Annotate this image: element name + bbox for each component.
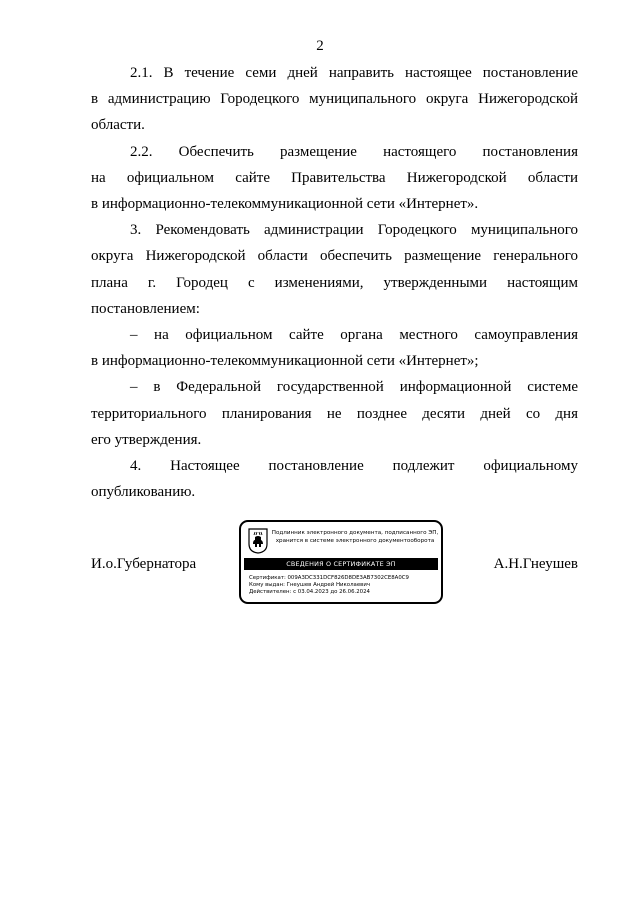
page-number: 2 [316, 38, 324, 54]
text-line: на официальном сайте Правительства Нижегородской области [91, 169, 578, 186]
stamp-valid-period: Действителен: с 03.04.2023 до 26.06.2024 [249, 589, 370, 595]
text-line: его утверждения. [91, 431, 202, 448]
stamp-details [249, 575, 409, 596]
stamp-title-bar: СВЕДЕНИЯ О СЕРТИФИКАТЕ ЭП [244, 558, 438, 570]
text-line: 2.2. Обеспечить размещение настоящего постановления [130, 143, 578, 160]
text-line: территориального планирования не позднее десяти дней со дня [91, 405, 578, 422]
paragraph-2-2 [91, 139, 578, 218]
document-body [91, 60, 578, 505]
text-line: плана г. Городец с изменениями, утвержденными настоящим [91, 274, 578, 291]
stamp-certificate: Сертификат: 009A3DC331DCF826D8DE3AB7302CE8A0C9 [249, 575, 409, 581]
text-line: 3. Рекомендовать администрации Городецкого муниципального [130, 222, 578, 239]
signatory-position: И.о.Губернатора [91, 556, 197, 572]
paragraph-4 [91, 453, 578, 505]
text-line: опубликованию. [91, 484, 196, 501]
text-line: – на официальном сайте органа местного самоуправления [130, 327, 578, 344]
electronic-signature-stamp [239, 520, 443, 604]
text-line: – в Федеральной государственной информационной системе [130, 379, 578, 396]
stamp-header [269, 529, 441, 545]
paragraph-3 [91, 217, 578, 322]
paragraph-bullet-1 [91, 322, 578, 374]
stamp-header-line: Подлинник электронного документа, подписанного ЭП, [271, 530, 439, 536]
text-line: 2.1. В течение семи дней направить настоящее постановление [130, 65, 578, 81]
signatory-name: А.Н.Гнеушев [493, 556, 578, 572]
text-line: в информационно-телекоммуникационной сети «Интернет»; [91, 353, 479, 370]
paragraph-2-1 [91, 60, 578, 139]
text-line: области. [91, 117, 145, 134]
text-line: округа Нижегородской области обеспечить размещение генерального [91, 248, 578, 265]
text-line: в информационно-телекоммуникационной сети «Интернет». [91, 196, 479, 213]
text-line: постановлением: [91, 300, 200, 317]
text-line: 4. Настоящее постановление подлежит официальному [130, 458, 578, 475]
text-line: в администрацию Городецкого муниципального округа Нижегородской [91, 91, 578, 108]
paragraph-bullet-2 [91, 374, 578, 453]
stamp-header-line: хранится в системе электронного документооборота [275, 538, 435, 544]
stamp-issued-to: Кому выдан: Гнеушев Андрей Николаевич [249, 582, 371, 588]
deer-emblem-icon [248, 528, 268, 554]
